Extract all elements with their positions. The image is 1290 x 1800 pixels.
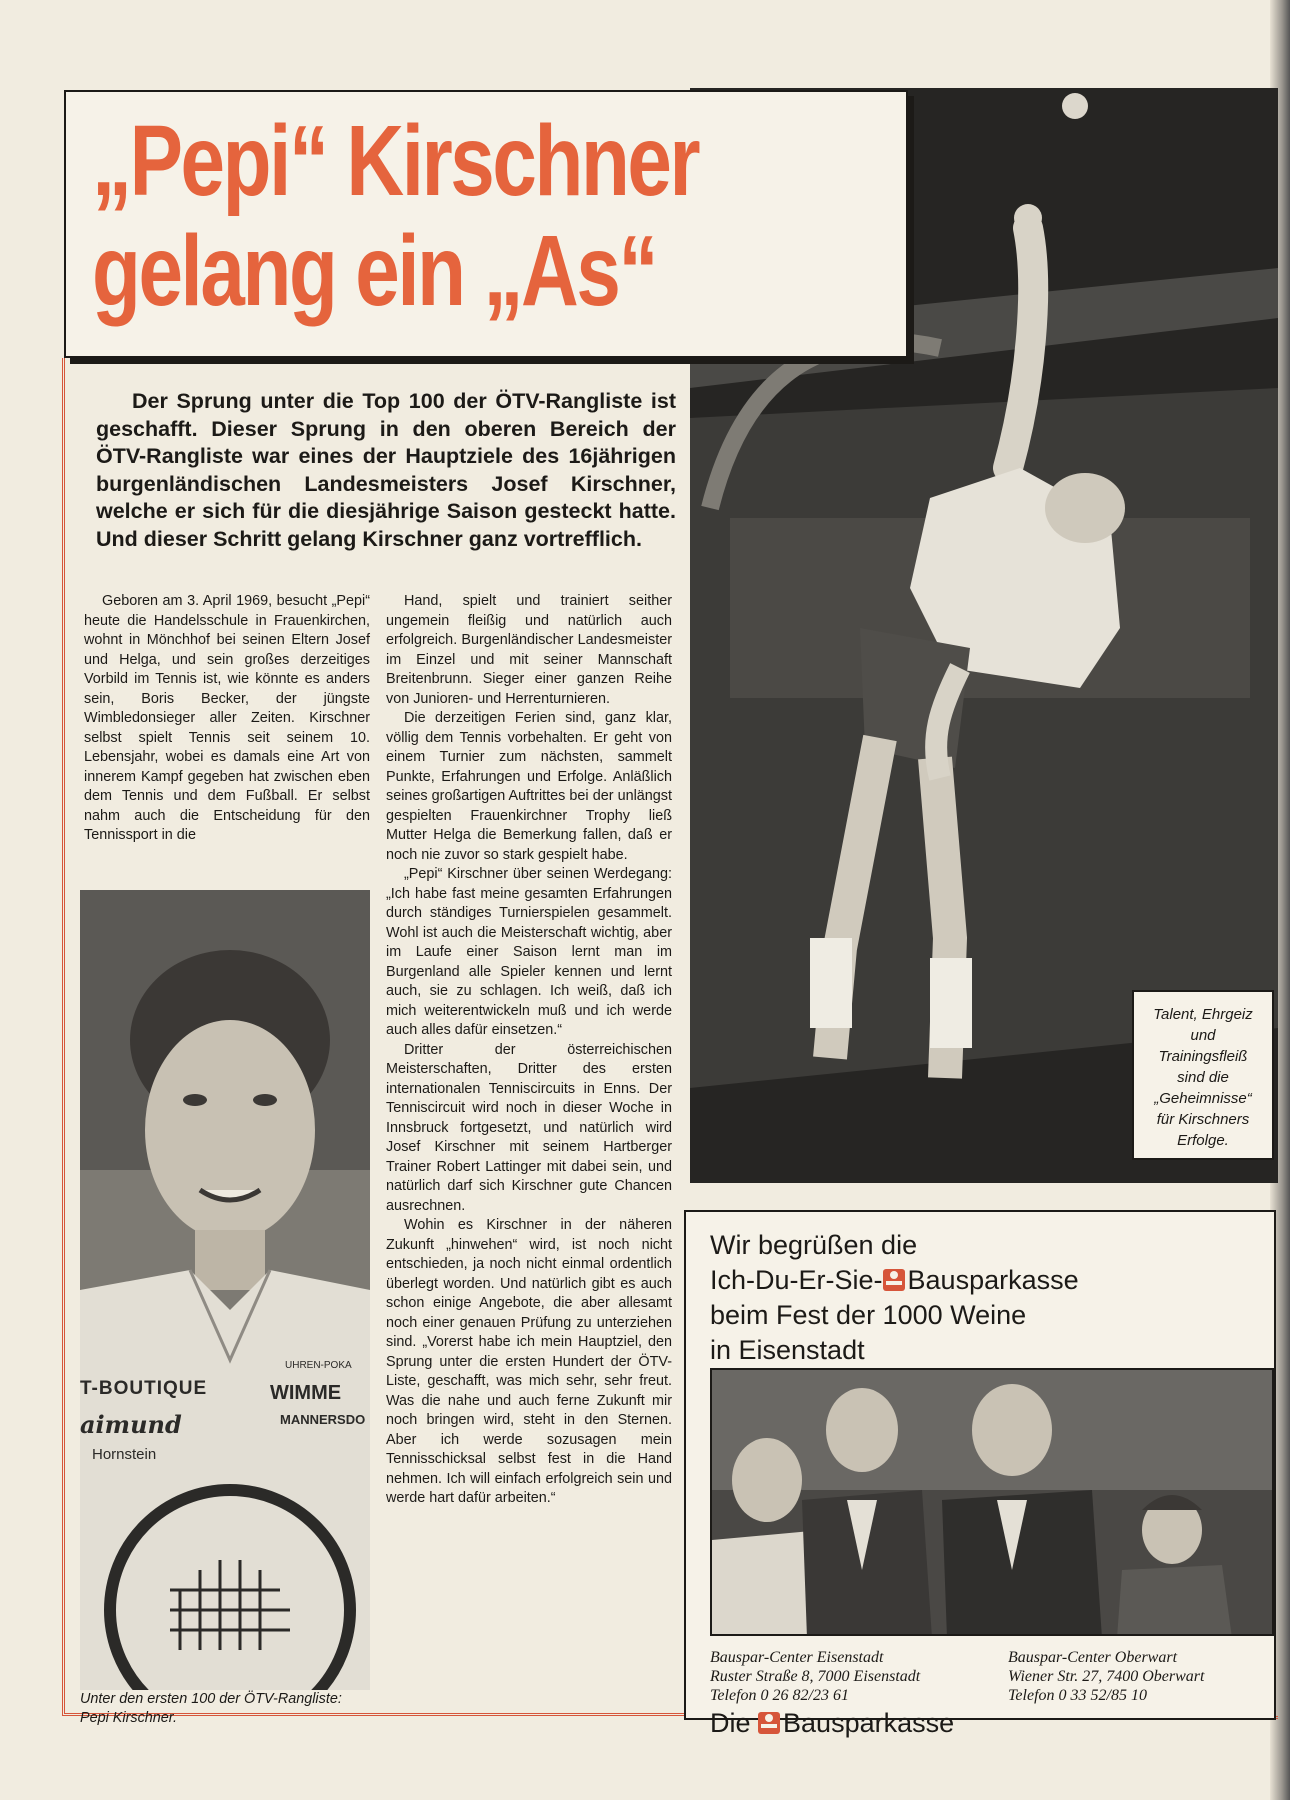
bauspar-center-eisenstadt: [710, 1648, 920, 1705]
body-paragraph: Wohin es Kirschner in der näheren Zukunft „hinwehen“ wird, ist noch nicht entschieden, ja noch nicht einmal ordentlich überlegt worden. Und natürlich gibt es auch schon einige Angebote, die aber allesamt noch einer genauen Prüfung zu unterziehen sind. „Vorerst habe ich mein Hauptziel, den Sprung unter die ersten Hundert der ÖTV-Liste, geschafft, was mich sehr, sehr freut. Was die nahe und auch ferne Zukunft mir noch bringen wird, steht in den Sternen. Aber ich werde sozusagen mein Tennisschicksal selbst fest in die Hand nehmen. Ich will einfach erfolgreich sein und werde hart dafür arbeiten.“: [386, 1217, 672, 1506]
body-paragraph: Dritter der österreichischen Meisterschaften, Dritter des ersten internationalen Tenniscircuits in Enns. Der Tenniscircuit wird noch in dieser Woche in Innsbruck fortgesetzt, und natürlich wird Josef Kirschner mit seinem Hartberger Trainer Robert Lattinger mit dabei sein, und natürlich darf sich Kirschner gute Chancen ausrechnen.: [386, 1041, 672, 1214]
shirt-print-5: WIMME: [270, 1382, 342, 1404]
center-phone: Telefon 0 33 52/85 10: [1008, 1687, 1147, 1704]
portrait-caption: Unter den ersten 100 der ÖTV-Rangliste: Pepi Kirschner.: [80, 1691, 342, 1726]
body-paragraph: „Pepi“ Kirschner über seinen Werdegang: „Ich habe fast meine gesamten Erfahrungen durch ständiges Turnierspielen gesammelt. Wohl ist auch die Meisterschaft wichtig, aber im Laufe einer Saison lernt man im Burgenland alle Spieler kennen und lernt auch, sie zu schlagen. Ich weiß, daß ich mich weiterentwickeln muß und ich werde auch alles dafür einsetzen.“: [386, 866, 672, 1038]
body-paragraph: Hand, spielt und trainiert seither ungemein fleißig und natürlich auch erfolgreich. Burgenländischer Landesmeister im Einzel und mit seiner Mannschaft Breitenbrunn. Sieger einer ganzen Reihe von Junioren- und Herrenturnieren.: [386, 593, 672, 707]
portrait-illustration: [80, 890, 370, 1690]
headline-line-1: „Pepi“ Kirschner: [92, 105, 699, 217]
shirt-print-1: T-BOUTIQUE: [80, 1378, 208, 1399]
body-column-1: [84, 592, 370, 846]
body-paragraph: Geboren am 3. April 1969, besucht „Pepi“ heute die Handelsschule in Frauenkirchen, wohnt in Mönchhof bei seinen Eltern Josef und Helga, und sein großes derzeitiges Vorbild im Tennis ist, wie könnte es anders sein, Boris Becker, der jüngste Wimbledonsieger aller Zeiten. Kirschner selbst spielt Tennis seit seinem 10. Lebensjahr, wobei es damals eine Art von innerem Kampf gegeben hat zwischen eben dem Tennis und dem Fußball. Er selbst nahm auch die Entscheidung für den Tennissport in die: [84, 593, 370, 843]
ad-line-2: [710, 1263, 1250, 1298]
center-phone: Telefon 0 26 82/23 61: [710, 1687, 849, 1704]
ad-group-photo-illustration: [712, 1370, 1274, 1636]
center-street: Wiener Str. 27, 7400 Oberwart: [1008, 1668, 1205, 1685]
headline-box: [64, 90, 908, 358]
ad-group-photo: [710, 1368, 1274, 1636]
body-paragraph: Die derzeitigen Ferien sind, ganz klar, völlig dem Tennis vorbehalten. Er geht von einem Turnier zum nächsten, sammelt Punkte, Erfahrungen und Erfolge. Anläßlich seines großartigen Auftrittes bei der unlängst gespielten Frauenkirchner Trophy ließ Mutter Helga die Bemerkung fallen, daß er noch nie zuvor so stark gespielt habe.: [386, 710, 672, 863]
ad-brand-name: Bausparkasse: [783, 1708, 955, 1738]
ad-line-1: Wir begrüßen die: [710, 1230, 918, 1260]
ad-line-2-brand: Bausparkasse: [907, 1265, 1079, 1295]
center-street: Ruster Straße 8, 7000 Eisenstadt: [710, 1668, 921, 1685]
bausparkasse-ad: [684, 1210, 1276, 1738]
shirt-print-3: Hornstein: [92, 1446, 157, 1463]
shirt-print-6: MANNERSDO: [280, 1412, 366, 1427]
sparkasse-logo-icon: [758, 1712, 780, 1734]
body-column-2: [386, 592, 672, 1509]
bauspar-center-oberwart: [1008, 1648, 1204, 1705]
sparkasse-logo-icon: [883, 1269, 905, 1291]
ad-line-2-prefix: Ich-Du-Er-Sie-: [710, 1265, 883, 1295]
hero-photo-caption: Talent, Ehrgeiz und Trainingsfleiß sind die „Geheimnisse“ für Kirschners Erfolge.: [1132, 990, 1274, 1160]
ad-brand-prefix: Die: [710, 1708, 751, 1738]
portrait-photo: [80, 890, 370, 1690]
headline-line-2: gelang ein „As“: [92, 215, 657, 327]
lead-paragraph: Der Sprung unter die Top 100 der ÖTV-Rangliste ist geschafft. Dieser Sprung in den oberen Bereich der ÖTV-Rangliste war eines der Hauptziele des 16jährigen burgenländischen Landesmeisters Josef Kirschner, welche er sich für die diesjährige Saison gesteckt hatte. Und dieser Schritt gelang Kirschner ganz vortrefflich.: [96, 389, 676, 551]
ad-line-4: in Eisenstadt: [710, 1335, 865, 1365]
center-name: Bauspar-Center Eisenstadt: [710, 1649, 884, 1666]
shirt-print-4: UHREN-POKA: [285, 1360, 352, 1371]
ad-line-3: beim Fest der 1000 Weine: [710, 1300, 1027, 1330]
center-name: Bauspar-Center Oberwart: [1008, 1649, 1178, 1666]
ad-brand-line: [710, 1708, 954, 1739]
shirt-print-2: aimund: [80, 1410, 182, 1439]
